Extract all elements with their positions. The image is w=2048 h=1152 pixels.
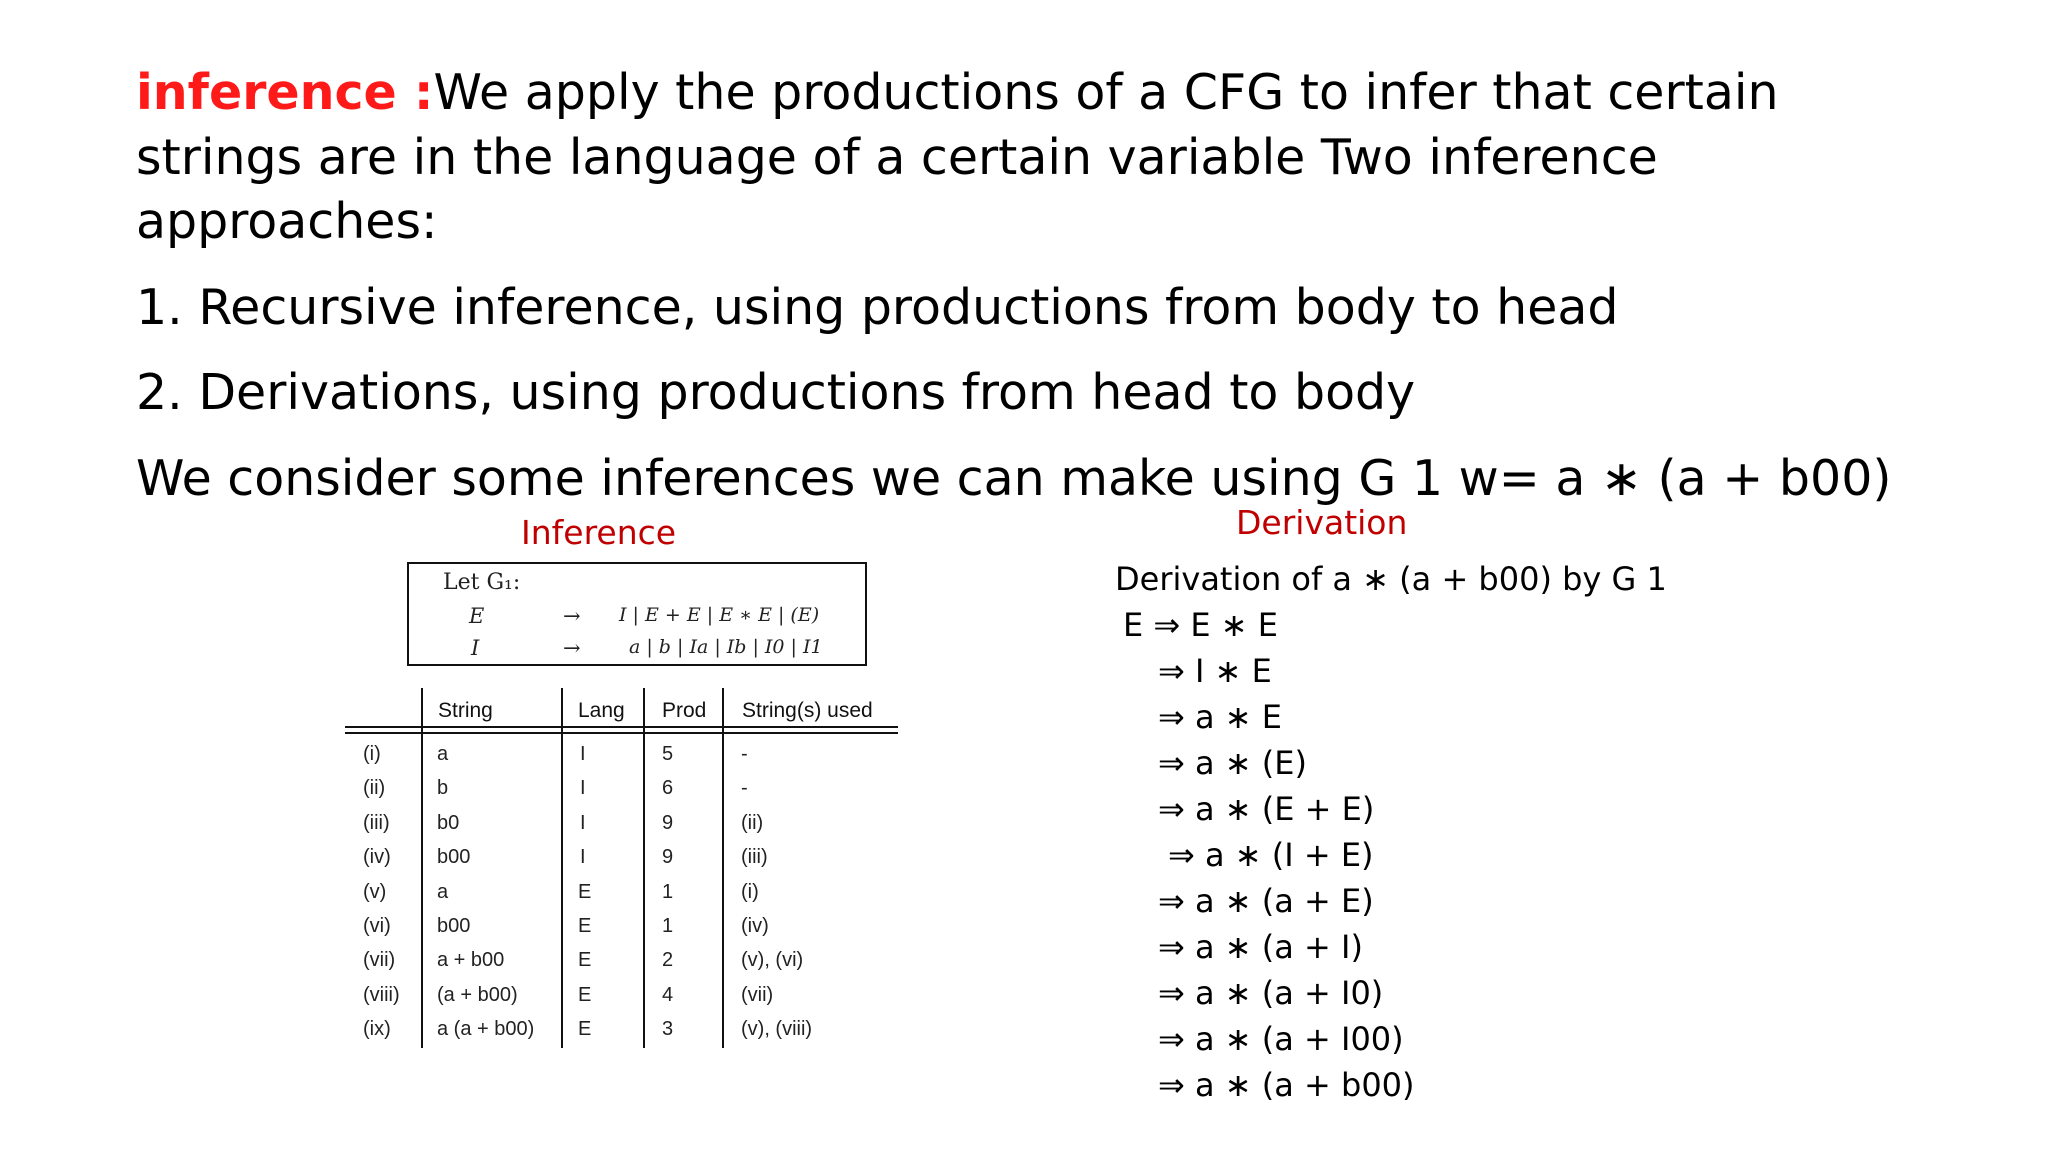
row-string: b00 (437, 846, 471, 868)
row-id: (iv) (363, 846, 391, 868)
row-id: (viii) (363, 984, 400, 1006)
row-string: b0 (437, 812, 460, 834)
table-header-prod: Prod (662, 699, 707, 722)
row-id: (iii) (363, 812, 390, 834)
row-strings-used: (v), (viii) (741, 1018, 813, 1040)
row-prod: 5 (662, 743, 674, 765)
inference-caption: Inference (521, 513, 677, 552)
grammar-rule-2-arrow: → (563, 636, 581, 660)
row-lang: E (578, 1018, 592, 1040)
intro-line-3: approaches: (136, 193, 438, 250)
row-prod: 3 (662, 1018, 674, 1040)
row-lang: I (580, 812, 586, 834)
table-divider (561, 688, 563, 1048)
derivation-caption: Derivation (1236, 503, 1408, 542)
row-prod: 2 (662, 949, 674, 971)
grammar-rule-2-body: a | b | Ia | Ib | I0 | I1 (629, 636, 823, 658)
row-string: a + b00 (437, 949, 505, 971)
row-string: a (a + b00) (437, 1018, 535, 1040)
row-lang: E (578, 881, 592, 903)
table-header-rule (345, 726, 898, 728)
row-id: (v) (363, 881, 387, 903)
row-string: b (437, 777, 449, 799)
row-strings-used: - (741, 743, 748, 765)
row-strings-used: (iv) (741, 915, 769, 937)
derivation-step: ⇒ a ∗ (a + I00) (1158, 1020, 1404, 1058)
row-prod: 6 (662, 777, 674, 799)
grammar-rule-1-body: I | E + E | E ∗ E | (E) (619, 604, 820, 626)
derivation-step: ⇒ a ∗ (a + I) (1158, 928, 1363, 966)
derivation-step: ⇒ I ∗ E (1158, 652, 1272, 690)
row-string: a (437, 743, 449, 765)
row-lang: E (578, 984, 592, 1006)
row-prod: 4 (662, 984, 674, 1006)
row-strings-used: - (741, 777, 748, 799)
row-id: (vii) (363, 949, 396, 971)
row-lang: E (578, 915, 592, 937)
table-divider (722, 688, 724, 1048)
row-lang: I (580, 777, 586, 799)
grammar-let: Let G₁: (443, 570, 521, 595)
derivation-step: ⇒ a ∗ (a + I0) (1158, 974, 1384, 1012)
row-strings-used: (iii) (741, 846, 768, 868)
table-header-string: String (438, 699, 493, 722)
row-id: (ii) (363, 777, 386, 799)
row-prod: 9 (662, 812, 674, 834)
row-lang: I (580, 743, 586, 765)
table-divider (421, 688, 423, 1048)
row-strings-used: (v), (vi) (741, 949, 804, 971)
intro-line-2: strings are in the language of a certain variable Two inference (136, 129, 1658, 186)
point-recursive-inference: 1. Recursive inference, using productions from body to head (136, 279, 1619, 336)
grammar-rule-2-head: I (471, 636, 480, 660)
derivation-title: Derivation of a ∗ (a + b00) by G 1 (1115, 560, 1667, 598)
grammar-rule-1-head: E (469, 604, 485, 628)
derivation-step: ⇒ a ∗ E (1158, 698, 1282, 736)
table-header-strings-used: String(s) used (742, 699, 873, 722)
inference-keyword: inference : (136, 64, 434, 121)
row-prod: 1 (662, 915, 674, 937)
grammar-rule-1-arrow: → (563, 604, 581, 628)
derivation-step: ⇒ a ∗ (a + b00) (1158, 1066, 1415, 1104)
table-header-rule (345, 732, 898, 734)
row-lang: E (578, 949, 592, 971)
row-strings-used: (i) (741, 881, 759, 903)
table-header-lang: Lang (578, 699, 625, 722)
derivation-step: ⇒ a ∗ (a + E) (1158, 882, 1374, 920)
row-string: b00 (437, 915, 471, 937)
derivation-step: E ⇒ E ∗ E (1123, 606, 1278, 644)
intro-line-1 (136, 64, 1779, 121)
derivation-step: ⇒ a ∗ (E + E) (1158, 790, 1375, 828)
intro-line-1-text: We apply the productions of a CFG to infer that certain (433, 64, 1779, 121)
row-id: (ix) (363, 1018, 391, 1040)
row-prod: 1 (662, 881, 674, 903)
row-id: (vi) (363, 915, 391, 937)
row-strings-used: (vii) (741, 984, 774, 1006)
grammar-box (407, 562, 867, 666)
inference-table (345, 688, 898, 1050)
row-string: (a + b00) (437, 984, 518, 1006)
row-prod: 9 (662, 846, 674, 868)
row-string: a (437, 881, 449, 903)
row-id: (i) (363, 743, 381, 765)
derivation-step: ⇒ a ∗ (E) (1158, 744, 1307, 782)
row-lang: I (580, 846, 586, 868)
point-derivations: 2. Derivations, using productions from head to body (136, 364, 1416, 421)
row-strings-used: (ii) (741, 812, 764, 834)
derivation-step: ⇒ a ∗ (I + E) (1168, 836, 1374, 874)
point-g1-example: We consider some inferences we can make using G 1 w= a ∗ (a + b00) (136, 450, 1892, 507)
table-divider (643, 688, 645, 1048)
